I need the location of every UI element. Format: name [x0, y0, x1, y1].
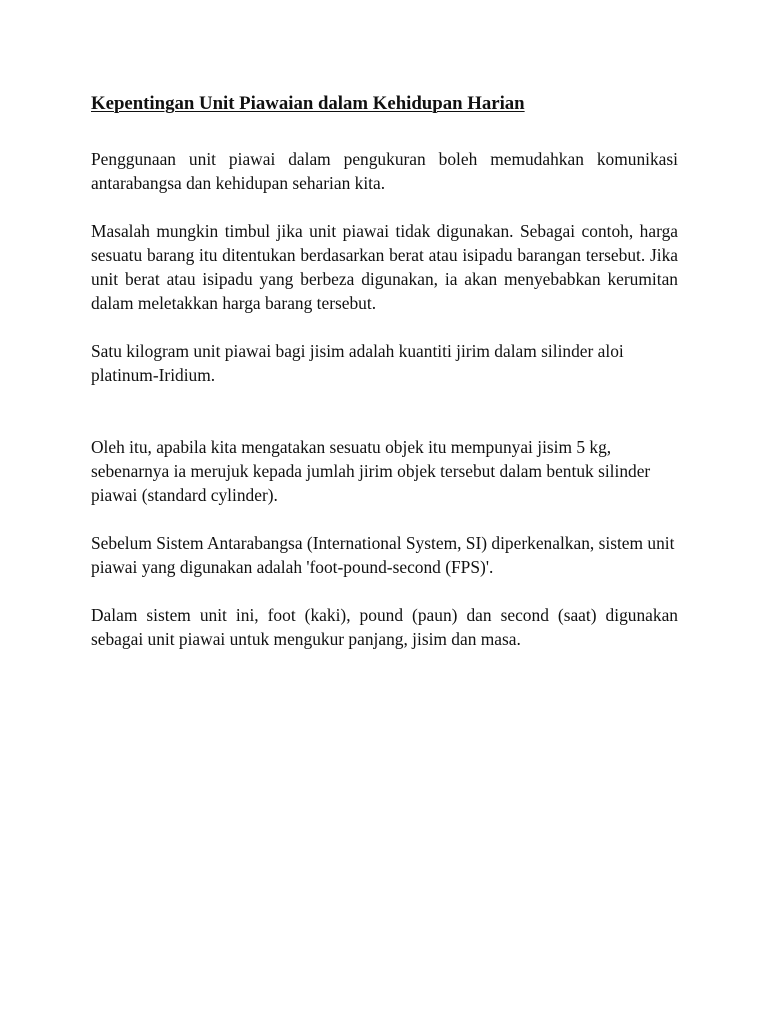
paragraph-problems-without-standard: Masalah mungkin timbul jika unit piawai tidak digunakan. Sebagai contoh, harga sesuatu barang itu ditentukan berdasarkan berat atau isipadu barangan tersebut. Jika unit berat atau isipadu yang berbeza digunakan, ia akan menyebabkan kerumitan dalam meletakkan harga barang tersebut. — [91, 221, 678, 313]
paragraph-fps-units: Dalam sistem unit ini, foot (kaki), pound (paun) dan second (saat) digunakan sebagai unit piawai untuk mengukur panjang, jisim dan masa. — [91, 605, 678, 649]
document-title: Kepentingan Unit Piawaian dalam Kehidupan Harian — [91, 93, 525, 114]
paragraph-kilogram-definition: Satu kilogram unit piawai bagi jisim adalah kuantiti jirim dalam silinder aloi platinum-Iridium. — [91, 341, 624, 385]
paragraph-fps-system: Sebelum Sistem Antarabangsa (International System, SI) diperkenalkan, sistem unit piawai yang digunakan adalah 'foot-pound-second (FPS)'. — [91, 533, 675, 577]
document-body — [91, 92, 678, 675]
paragraph-mass-example: Oleh itu, apabila kita mengatakan sesuatu objek itu mempunyai jisim 5 kg, sebenarnya ia merujuk kepada jumlah jirim objek tersebut dalam bentuk silinder piawai (standard cylinder). — [91, 437, 651, 505]
paragraph-standard-units-benefit: Penggunaan unit piawai dalam pengukuran boleh memudahkan komunikasi antarabangsa dan kehidupan seharian kita. — [91, 149, 678, 193]
